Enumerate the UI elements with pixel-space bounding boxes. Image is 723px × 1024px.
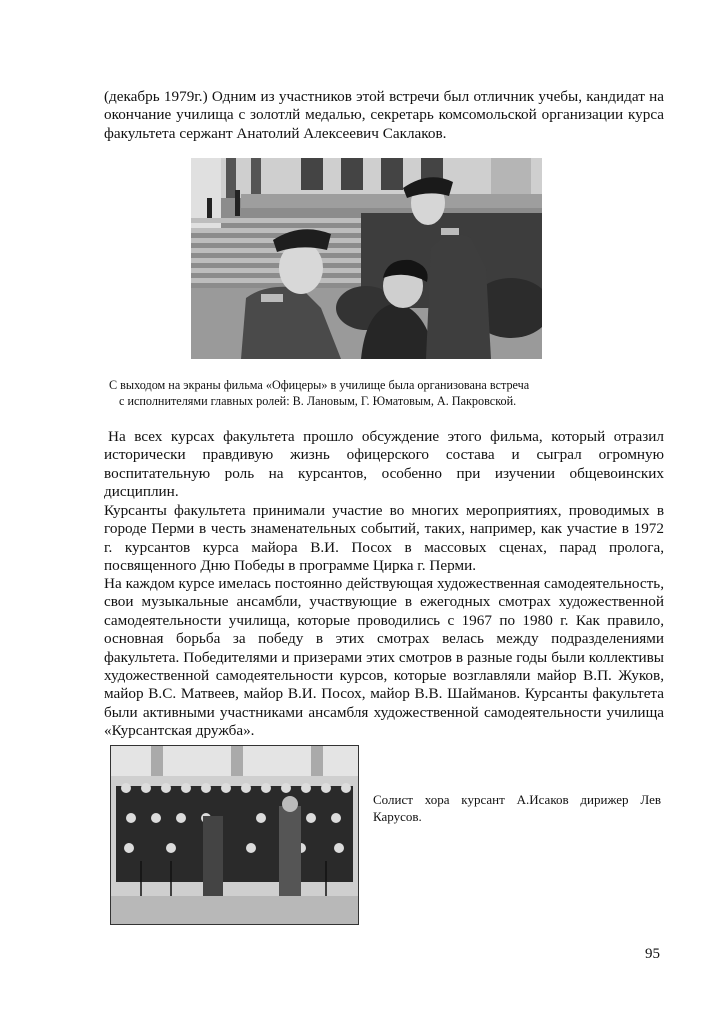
officers-film-image	[191, 158, 542, 359]
intro-paragraph: (декабрь 1979г.) Одним из участников этой встречи был отличник учебы, кандидат на окончание училища с золотлй медалью, секретарь комсомольской организации курса факультета сержант Анатолий Алексеевич Саклаков.	[104, 88, 664, 142]
film-caption-line-2: с исполнителями главных ролей: В. Лановым, Г. Юматовым, А. Пакровской.	[119, 394, 517, 408]
page-number: 95	[645, 946, 660, 962]
choir-photo-caption: Солист хора курсант А.Исаков дирижер Лев Карусов.	[373, 792, 661, 824]
amateur-art-paragraph: На каждом курсе имелась постоянно действующая художественная самодеятельность, свои музыкальные ансамбли, участвующие в ежегодных смотрах художественной самодеятельности училища, которые проводились с 1967 по 1980 г. Как правило, основная борьба за победу в этих смотрах велась между подразделениями факультета. Победителями и призерами этих смотров в разные годы были коллективы художественной самодеятельности курсов, которые возглавляли майор В.П. Жуков, майор В.С. Матвеев, майор В.И. Посох, майор В.В. Шайманов. Курсанты факультета были активными участниками ансамбля художественной самодеятельности училища «Курсантская дружба».	[104, 575, 664, 740]
officers-film-photo	[191, 158, 542, 359]
film-caption-line-1: С выходом на экраны фильма «Офицеры» в училище была организована встреча	[109, 378, 530, 392]
choir-image	[111, 746, 358, 924]
choir-photo	[110, 745, 359, 925]
film-discussion-paragraph: На всех курсах факультета прошло обсуждение этого фильма, который отразил исторически правдивую жизнь офицерского состава и сыграл огромную воспитательную роль на курсантов, особенно при изучении общевоинских дисциплин.	[104, 428, 664, 501]
film-photo-caption	[109, 377, 629, 409]
city-events-paragraph: Курсанты факультета принимали участие во многих мероприятиях, проводимых в городе Перми в честь знаменательных событий, таких, например, как участие в 1972 г. курсантов курса майора В.И. Посох в массовых сценах, парад пролога, посвященного Дню Победы в программе Цирка г. Перми.	[104, 502, 664, 575]
